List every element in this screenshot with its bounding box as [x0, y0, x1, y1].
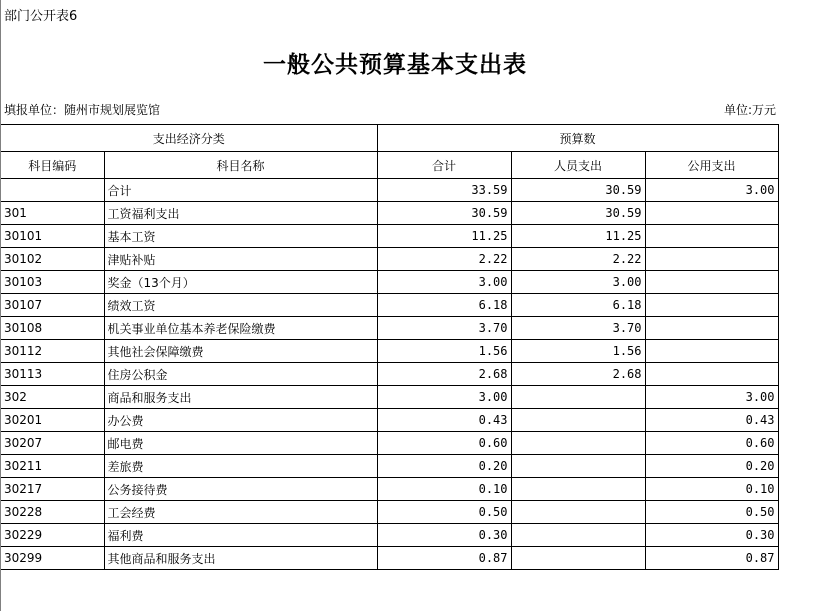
public-cell — [645, 340, 778, 363]
subject-code-cell: 301 — [1, 202, 104, 225]
subject-name-cell: 其他商品和服务支出 — [104, 547, 377, 570]
subject-code-cell: 30207 — [1, 432, 104, 455]
total-cell: 11.25 — [377, 225, 511, 248]
subject-name-cell: 机关事业单位基本养老保险缴费 — [104, 317, 377, 340]
personnel-cell: 30.59 — [511, 202, 645, 225]
total-cell: 2.68 — [377, 363, 511, 386]
personnel-cell: 11.25 — [511, 225, 645, 248]
subject-name-cell: 基本工资 — [104, 225, 377, 248]
subject-code-cell: 30107 — [1, 294, 104, 317]
subject-name-cell: 工资福利支出 — [104, 202, 377, 225]
form-tag: 部门公开表6 — [4, 9, 78, 24]
table-row — [1, 409, 778, 432]
personnel-cell — [511, 501, 645, 524]
subject-name-cell: 公务接待费 — [104, 478, 377, 501]
currency-unit: 单位:万元 — [723, 103, 776, 117]
personnel-cell — [511, 547, 645, 570]
personnel-cell — [511, 478, 645, 501]
personnel-cell: 6.18 — [511, 294, 645, 317]
total-cell: 0.10 — [377, 478, 511, 501]
total-cell: 3.70 — [377, 317, 511, 340]
subject-name-cell: 住房公积金 — [104, 363, 377, 386]
personnel-cell — [511, 455, 645, 478]
public-cell — [645, 225, 778, 248]
subject-code-cell: 30229 — [1, 524, 104, 547]
public-cell — [645, 317, 778, 340]
table-row — [1, 340, 778, 363]
public-cell — [645, 294, 778, 317]
header-expense-classification: 支出经济分类 — [1, 125, 377, 152]
table-row — [1, 317, 778, 340]
subject-code-cell: 30103 — [1, 271, 104, 294]
table-row — [1, 524, 778, 547]
subject-code-cell: 30112 — [1, 340, 104, 363]
table-row — [1, 547, 778, 570]
subject-name-cell: 其他社会保障缴费 — [104, 340, 377, 363]
personnel-cell — [511, 524, 645, 547]
subject-code-cell: 30102 — [1, 248, 104, 271]
subject-name-cell: 邮电费 — [104, 432, 377, 455]
total-cell: 2.22 — [377, 248, 511, 271]
personnel-cell: 30.59 — [511, 179, 645, 202]
table-row — [1, 248, 778, 271]
budget-table-body — [1, 125, 778, 570]
table-row — [1, 501, 778, 524]
total-cell: 0.50 — [377, 501, 511, 524]
header-public: 公用支出 — [645, 152, 778, 179]
total-cell: 3.00 — [377, 271, 511, 294]
subject-code-cell: 30228 — [1, 501, 104, 524]
subject-name-cell: 商品和服务支出 — [104, 386, 377, 409]
personnel-cell — [511, 409, 645, 432]
subject-code-cell: 30201 — [1, 409, 104, 432]
personnel-cell — [511, 386, 645, 409]
total-cell: 0.87 — [377, 547, 511, 570]
header-personnel: 人员支出 — [511, 152, 645, 179]
personnel-cell — [511, 432, 645, 455]
total-cell: 0.20 — [377, 455, 511, 478]
subject-code-cell: 30211 — [1, 455, 104, 478]
total-cell: 0.43 — [377, 409, 511, 432]
header-row-columns — [1, 152, 778, 179]
subject-code-cell: 30217 — [1, 478, 104, 501]
table-row — [1, 294, 778, 317]
subject-code-cell: 302 — [1, 386, 104, 409]
header-subject-code: 科目编码 — [1, 152, 104, 179]
header-total: 合计 — [377, 152, 511, 179]
table-row — [1, 478, 778, 501]
subject-name-cell: 工会经费 — [104, 501, 377, 524]
personnel-cell: 2.22 — [511, 248, 645, 271]
public-cell — [645, 202, 778, 225]
header-budget-amount: 预算数 — [377, 125, 778, 152]
subject-code-cell — [1, 179, 104, 202]
public-cell — [645, 248, 778, 271]
subject-code-cell: 30299 — [1, 547, 104, 570]
total-cell: 0.60 — [377, 432, 511, 455]
budget-table — [1, 124, 779, 570]
subject-code-cell: 30113 — [1, 363, 104, 386]
table-row — [1, 179, 778, 202]
page-title: 一般公共预算基本支出表 — [263, 51, 527, 78]
personnel-cell: 3.70 — [511, 317, 645, 340]
public-cell — [645, 271, 778, 294]
total-cell: 6.18 — [377, 294, 511, 317]
public-cell: 0.10 — [645, 478, 778, 501]
subject-name-cell: 奖金（13个月） — [104, 271, 377, 294]
total-cell: 30.59 — [377, 202, 511, 225]
subject-name-cell: 办公费 — [104, 409, 377, 432]
table-row — [1, 432, 778, 455]
personnel-cell: 3.00 — [511, 271, 645, 294]
subject-code-cell: 30101 — [1, 225, 104, 248]
table-row — [1, 202, 778, 225]
reporting-unit: 填报单位：随州市规划展览馆 — [4, 103, 161, 117]
public-cell: 0.50 — [645, 501, 778, 524]
subject-name-cell: 绩效工资 — [104, 294, 377, 317]
total-cell: 0.30 — [377, 524, 511, 547]
total-cell: 3.00 — [377, 386, 511, 409]
public-cell: 0.20 — [645, 455, 778, 478]
personnel-cell: 1.56 — [511, 340, 645, 363]
subject-name-cell: 福利费 — [104, 524, 377, 547]
header-row-group — [1, 125, 778, 152]
subject-name-cell: 合计 — [104, 179, 377, 202]
table-row — [1, 455, 778, 478]
table-row — [1, 363, 778, 386]
header-subject-name: 科目名称 — [104, 152, 377, 179]
table-row — [1, 225, 778, 248]
public-cell: 3.00 — [645, 386, 778, 409]
personnel-cell: 2.68 — [511, 363, 645, 386]
total-cell: 33.59 — [377, 179, 511, 202]
total-cell: 1.56 — [377, 340, 511, 363]
public-cell: 3.00 — [645, 179, 778, 202]
public-cell: 0.30 — [645, 524, 778, 547]
table-row — [1, 271, 778, 294]
table-row — [1, 386, 778, 409]
subject-name-cell: 津贴补贴 — [104, 248, 377, 271]
subject-code-cell: 30108 — [1, 317, 104, 340]
public-cell — [645, 363, 778, 386]
subject-name-cell: 差旅费 — [104, 455, 377, 478]
public-cell: 0.60 — [645, 432, 778, 455]
public-cell: 0.43 — [645, 409, 778, 432]
public-cell: 0.87 — [645, 547, 778, 570]
